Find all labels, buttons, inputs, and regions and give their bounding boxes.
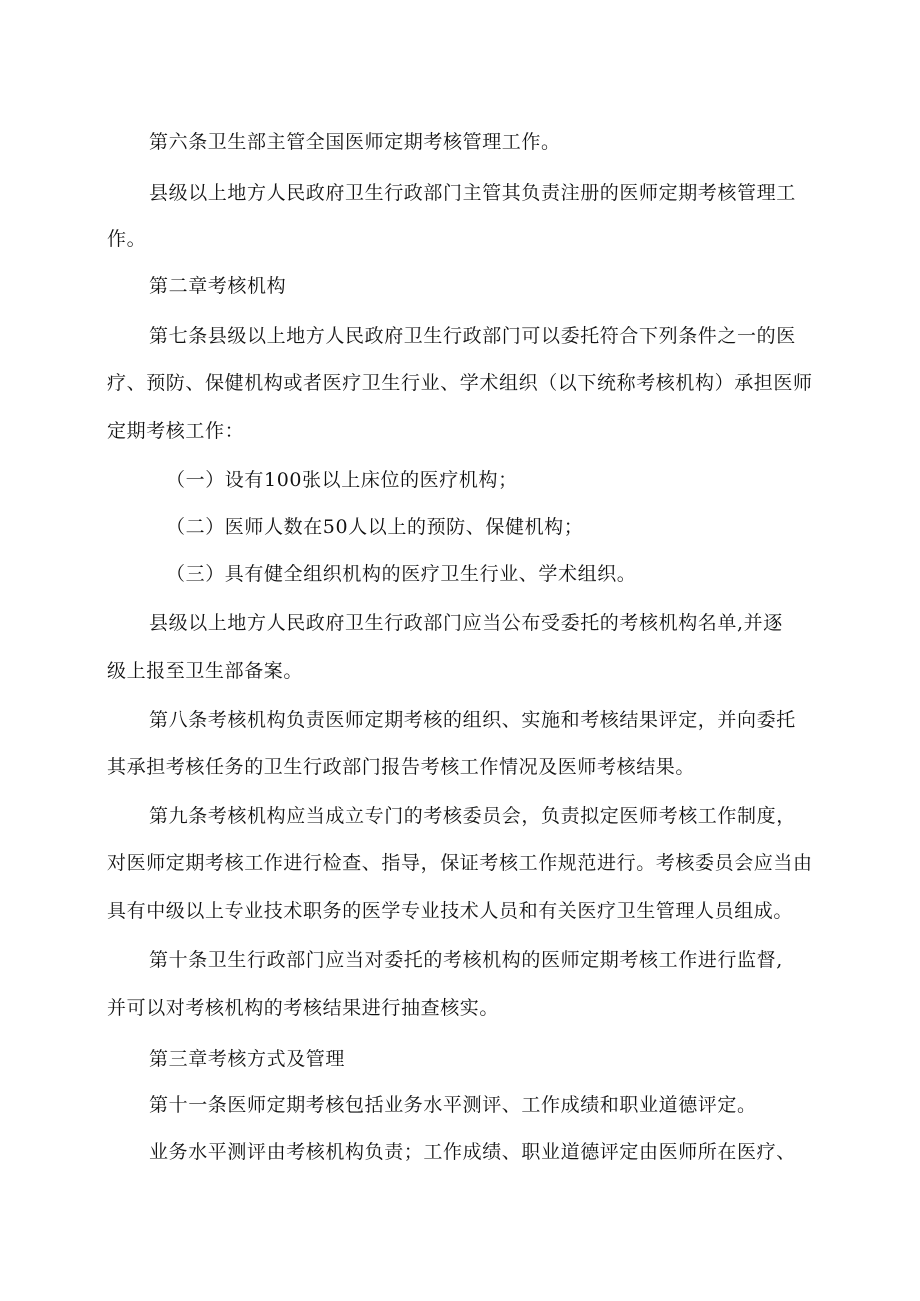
paragraph-line: 其承担考核任务的卫生行政部门报告考核工作情况及医师考核结果。 (107, 756, 696, 778)
paragraph-line: 县级以上地方人民政府卫生行政部门应当公布受委托的考核机构名单,并逐 (149, 612, 783, 634)
list-item-2: （二）医师人数在50人以上的预防、保健机构； (166, 516, 584, 538)
paragraph-line: 业务水平测评由考核机构负责；工作成绩、职业道德评定由医师所在医疗、 (149, 1141, 796, 1163)
paragraph-line: 作。 (107, 228, 147, 250)
list-item-1: （一）设有100张以上床位的医疗机构； (166, 469, 518, 491)
paragraph-line: 县级以上地方人民政府卫生行政部门主管其负责注册的医师定期考核管理工 (149, 182, 796, 204)
paragraph-line: 并可以对考核机构的考核结果进行抽查核实。 (107, 997, 500, 1019)
chapter-2-heading: 第二章考核机构 (149, 275, 287, 297)
paragraph-line: 定期考核工作： (107, 420, 245, 442)
article-6-line-1: 第六条卫生部主管全国医师定期考核管理工作。 (149, 131, 561, 153)
paragraph-line: 对医师定期考核工作进行检查、指导，保证考核工作规范进行。考核委员会应当由 (107, 852, 813, 874)
paragraph-line: 具有中级以上专业技术职务的医学专业技术人员和有关医疗卫生管理人员组成。 (107, 900, 794, 922)
article-10-line-1: 第十条卫生行政部门应当对委托的考核机构的医师定期考核工作进行监督, (149, 949, 783, 971)
article-8-line-1: 第八条考核机构负责医师定期考核的组织、实施和考核结果评定，并向委托 (149, 709, 796, 731)
article-7-line-1: 第七条县级以上地方人民政府卫生行政部门可以委托符合下列条件之一的医 (149, 325, 796, 347)
paragraph-line: 级上报至卫生部备案。 (107, 660, 304, 682)
article-11-line-1: 第十一条医师定期考核包括业务水平测评、工作成绩和职业道德评定。 (149, 1094, 757, 1116)
chapter-3-heading: 第三章考核方式及管理 (149, 1048, 346, 1070)
paragraph-line: 疗、预防、保健机构或者医疗卫生行业、学术组织（以下统称考核机构）承担医师 (107, 372, 813, 394)
list-item-3: （三）具有健全组织机构的医疗卫生行业、学术组织。 (166, 563, 637, 585)
article-9-line-1: 第九条考核机构应当成立专门的考核委员会，负责拟定医师考核工作制度， (149, 805, 796, 827)
